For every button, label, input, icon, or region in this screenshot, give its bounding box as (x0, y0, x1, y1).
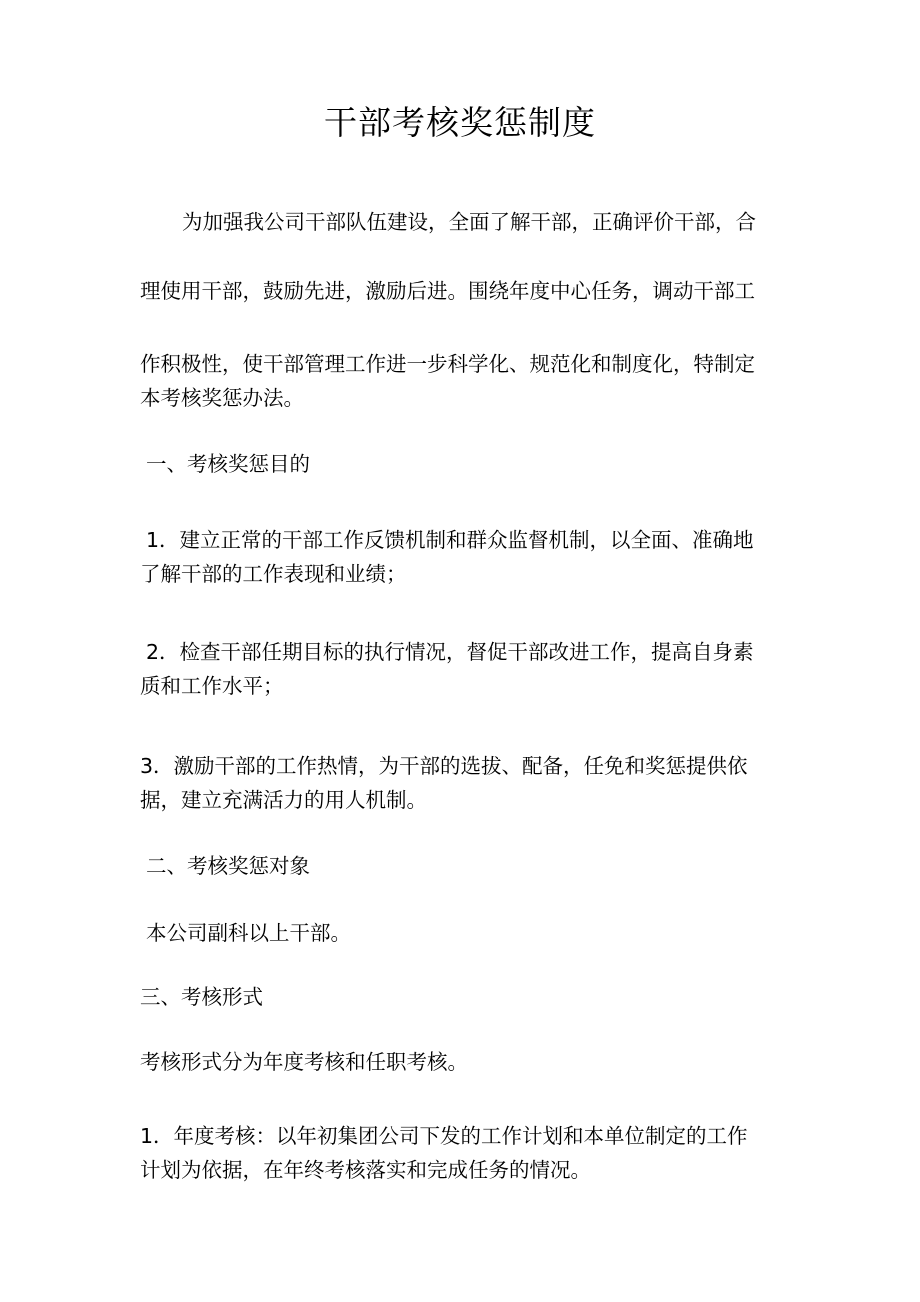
intro-line-1: 为加强我公司干部队伍建设，全面了解干部，正确评价干部，合 (182, 210, 756, 234)
purpose-item-2-line-1: 2．检查干部任期目标的执行情况，督促干部改进工作，提高自身素 (146, 640, 754, 664)
document-title: 干部考核奖惩制度 (324, 103, 596, 142)
section-heading-form: 三、考核形式 (140, 985, 263, 1009)
section-heading-target: 二、考核奖惩对象 (146, 854, 310, 878)
intro-paragraph (140, 205, 800, 415)
purpose-item-3-line-1: 3．激励干部的工作热情，为干部的选拔、配备，任免和奖惩提供依 (140, 754, 748, 778)
purpose-item-3-line-2: 据，建立充满活力的用人机制。 (140, 788, 427, 812)
intro-line-2: 理使用干部，鼓励先进，激励后进。围绕年度中心任务，调动干部工 (140, 279, 755, 303)
target-text: 本公司副科以上干部。 (146, 921, 351, 945)
form-item-1 (140, 1119, 800, 1187)
purpose-item-2 (140, 635, 800, 703)
purpose-item-3 (140, 749, 800, 817)
purpose-item-2-line-2: 质和工作水平； (140, 674, 284, 698)
purpose-item-1-line-2: 了解干部的工作表现和业绩； (140, 562, 407, 586)
purpose-item-1-line-1: 1．建立正常的干部工作反馈机制和群众监督机制，以全面、准确地 (146, 528, 754, 552)
purpose-item-1 (140, 523, 800, 591)
form-item-1-line-1: 1．年度考核：以年初集团公司下发的工作计划和本单位制定的工作 (140, 1124, 748, 1148)
intro-line-4: 本考核奖惩办法。 (140, 386, 304, 410)
form-item-1-line-2: 计划为依据，在年终考核落实和完成任务的情况。 (140, 1158, 591, 1182)
section-heading-purpose: 一、考核奖惩目的 (146, 452, 310, 476)
intro-line-3: 作积极性，使干部管理工作进一步科学化、规范化和制度化，特制定 (140, 352, 755, 376)
form-text: 考核形式分为年度考核和任职考核。 (140, 1050, 468, 1074)
